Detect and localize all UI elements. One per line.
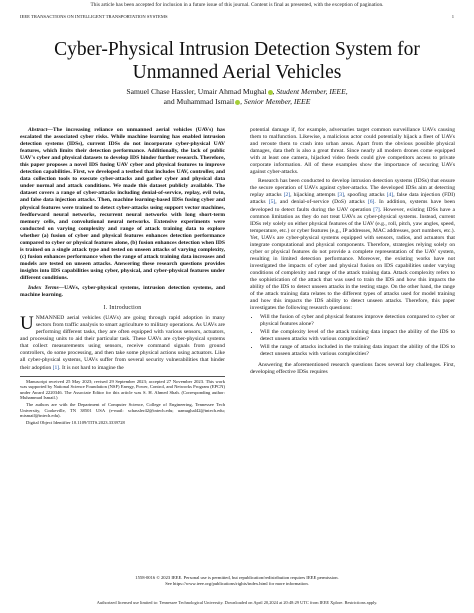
left-column: [20, 127, 225, 426]
list-item: • Will the range of attacks included in the training data impact the ability of the IDS to detect unseen attacks with various complexities?: [260, 344, 455, 358]
acceptance-banner: This article has been accepted for inclusion in a future issue of this journal. Content is final as presented, with the exception of pagination.: [90, 2, 384, 8]
body-paragraph: Answering the aforementioned research questions faces several key challenges. First, developing effective IDSs requires: [250, 361, 455, 375]
citation-link[interactable]: [4]: [386, 192, 394, 199]
section-heading: I. Introduction: [103, 305, 142, 312]
list-item: • Will the fusion of cyber and physical features improve detection compared to cyber or physical features alone?: [260, 314, 455, 328]
citation-link[interactable]: [2]: [283, 192, 291, 199]
paper-title: Cyber-Physical Intrusion Detection System for Unmanned Aerial Vehicles: [54, 39, 420, 83]
abstract: Abstract—The increasing reliance on unmanned aerial vehicles (UAVs) has escalated the associated cyber risks. While machine learning has enabled intrusion detection systems (IDSs), current IDSs do not incorporate cyber-physical UAV features, which limits their detection performance. Additionally, the lack of public UAV's cyber and physical datasets to develop IDS hinder further research. Therefore, this paper proposes a novel IDS fusing UAV cyber and physical features to improve detection capabilities. First, we developed a testbed that includes UAV, controller, and data collection tools to execute cyber-attacks and gather cyber and physical data under normal and attack conditions. We made this dataset publicly available. The dataset covers a range of cyber-attacks including denial-of-service, replay, evil twin, and false data injection attacks. Then, machine learning-based IDSs fusing cyber and physical features were trained to detect cyber-attacks using support vector machines, feedforward neural networks, recurrent neural networks with long short-term memory cells, and convolutional neural networks. Extensive experiments were conducted on varying complexity and range of attack training data to explore whether (a) fusion of cyber and physical features enhances detection performance compared to cyber or physical features alone, (b) fusion enhances detection when IDS is trained on a single attack type and tested on unseen attacks of varying complexity, (c) fusion enhances performance when the range of attack training data increases and models are tested on unseen attacks. Answering these research questions provides insights into IDS capabilities using cyber, physical, and cyber-physical features under different conditions.: [20, 127, 225, 281]
citation-link[interactable]: [6]: [367, 199, 375, 206]
drop-cap: U: [20, 313, 34, 335]
page-number: 1: [451, 14, 454, 19]
index-terms: Index Terms—UAVs, cyber-physical systems, intrusion detection systems, and machine learning.: [20, 285, 225, 299]
copyright-notice: 1558-0016 © 2023 IEEE. Personal use is permitted, but republication/redistribution requires IEEE permission. See https://www.ieee.org/publications/rights/index.html for more information.: [135, 575, 339, 586]
citation-link[interactable]: [7]: [373, 206, 380, 213]
citation-link[interactable]: [5]: [268, 199, 276, 206]
intro-paragraph: UNMANNED aerial vehicles (UAVs) are going through rapid adoption in many sectors from traffic analysis to smart agriculture to military operations. As UAVs are performing different tasks, they are often equipped with various sensors, actuators, and processing units to aid their particular task. These UAVs are cyber-physical systems that collect measurements using sensors, receive command signals from ground controllers, do some processing, and then take some physical actions using actuators. Like all cyber-physical systems, UAVs suffer from several security vulnerabilities that hinder their adoption [1]. It is not hard to imagine the: [20, 313, 225, 371]
list-item: • Will the complexity level of the attack training data impact the ability of the IDS to detect unseen attacks with various complexities?: [260, 329, 455, 343]
right-column: [250, 127, 455, 378]
journal-name: IEEE TRANSACTIONS ON INTELLIGENT TRANSPORTATION SYSTEMS: [20, 14, 168, 19]
research-questions: [250, 314, 455, 358]
body-paragraph: potential damage if, for example, adversaries target common surveillance UAVs causing them to malfunction. Likewise, a malicious actor could potentially hijack a fleet of UAVs and reroute them to crash into urban areas. Apart from the obvious possible physical damages, data theft is also a great threat. Since nearly all modern drones come equipped with at least one camera, hijacked video feeds could give competitors access to private corporate information. All of these examples show the importance of securing UAVs against cyber-attacks.: [250, 127, 455, 176]
body-paragraph: Research has been conducted to develop intrusion detection systems (IDSs) that ensure the secure operation of UAVs against cyber-attacks. The developed IDSs aim at detecting replay attacks [2], hijacking attempts [3], spoofing attacks [4], false data injection (FDI) attacks [5], and denial-of-service (DoS) attacks [6]. In addition, systems have been developed to detect faults during the UAV operation [7]. However, existing IDSs have a common limitation as they do not treat UAVs as cyber-physical systems. Instead, current IDSs rely solely on either physical features of the UAV (e.g., roll, pitch, yaw angles, speed, temperature, etc.) or cyber features (e.g., IP addresses, MAC addresses, port numbers, etc.). Yet, UAVs are cyber-physical systems equipped with sensors, radios, and actuators that integrate computational and physical components. Therefore, strategies relying solely on cyber or physical features do not provide a complete representation of the UAV system, resulting in limited detection performance. Moreover, the existing works have not investigated the impacts of cyber and physical fusion on IDS capabilities under varying conditions of complexity and range of the attack training data. Attack complexity refers to the sophistication of the attack that was used to train the IDS and how this impacts the ability of the IDS to detect unseen attacks in the testing stage. On the other hand, the range of the attack training data relates to the different types of attacks used for model training and how this impacts the IDS ability to detect unseen attacks. Therefore, this paper investigates the following research questions:: [250, 178, 455, 312]
author-block: [20, 87, 454, 107]
citation-link[interactable]: [1]: [52, 364, 60, 371]
license-notice: Authorized licensed use limited to: Tennessee Technological University. Downloaded on April 20,2024 at 20:48:29 UTC from IEEE Xplore. Restrictions apply.: [96, 600, 378, 605]
citation-link[interactable]: [3]: [337, 192, 344, 199]
author-line-2: and Muhammad Ismail , Senior Member, IEEE: [163, 97, 311, 106]
author-line-1: Samuel Chase Hassler, Umair Ahmad Mughal , Student Member, IEEE,: [126, 87, 348, 96]
running-head: [20, 14, 454, 19]
footnote: Manuscript received 25 May 2023; revised 29 September 2023; accepted 27 November 2023. This work was supported by National Science Foundation (NSF) Energy, Power, Control, and Networks Program (EPCN) under Award 2220346. The Associate Editor for this article was S. H. Ahmed Shah. (Corresponding author: Muhammad Ismail.) The authors are with the Department of Computer Science, College of Engineering, Tennessee Tech University, Cookeville, TN 38501 USA (e-mail: schassler42@tntech.edu; uamughal42@tntech.edu; mismail@tntech.edu). Digital Object Identifier 10.1109/TITS.2023.3339728: [20, 376, 225, 426]
